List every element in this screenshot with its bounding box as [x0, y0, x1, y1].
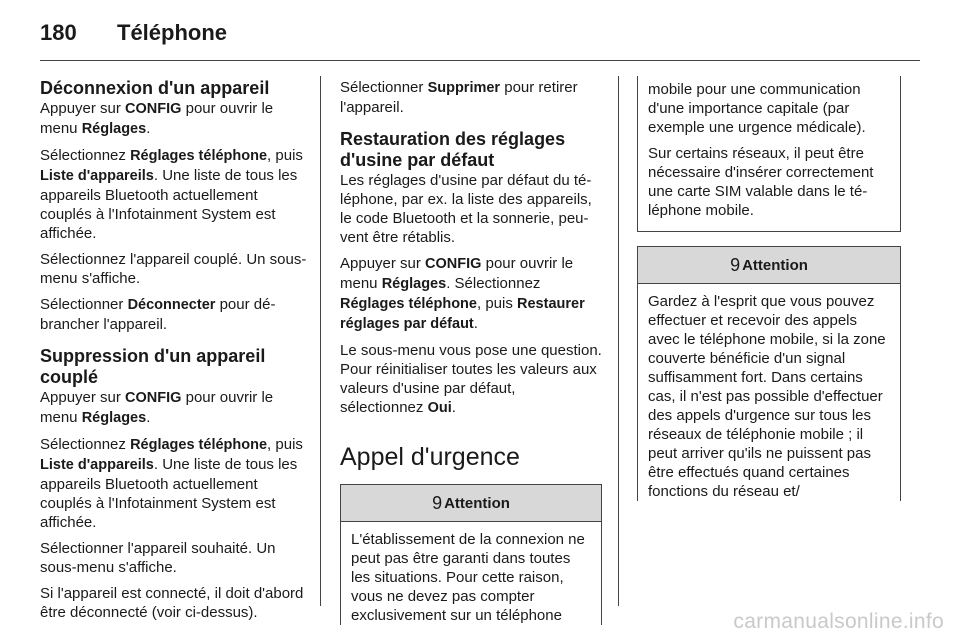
paragraph: Les réglages d'usine par défaut du téléphone, par ex. la liste des appareils, le code Bluetooth et la sonnerie, peuvent être rétablis. — [340, 172, 592, 246]
heading-factory-reset: Restauration des réglages d'usine par défaut — [340, 129, 566, 170]
paragraph: Appuyer sur CONFIG pour ouvrir le menu Réglages. — [40, 389, 274, 426]
header-rule — [40, 60, 920, 61]
column-1 — [40, 78, 308, 622]
heading-delete-paired-device: Suppression d'un appareil couplé — [40, 346, 266, 387]
warning-triangle-icon: 9 — [730, 255, 741, 275]
paragraph: Sélectionnez l'appareil couplé. Un sous-menu s'affiche. — [40, 251, 307, 287]
paragraph: Sélectionner Supprimer pour retirer l'appareil. — [340, 79, 578, 116]
menu-command: Réglages téléphone — [130, 148, 268, 164]
paragraph: Appuyer sur CONFIG pour ouvrir le menu Réglages. Sélectionnez Réglages téléphone, puis Restaurer réglages par défaut. — [340, 255, 585, 332]
menu-command: CONFIG — [125, 101, 182, 117]
attention-text: Gardez à l'esprit que vous pouvez effectuer et recevoir des appels avec le téléphone mobile, si la zone couverte bénéficie d'un signal suffisamment fort. Dans certains cas, il n'est pas possible d'effectuer des appels d'urgence sur tous les réseaux de téléphonie mobile ; il peut arriver qu'ils ne puissent pas être effectués quand certaines fonctions du réseau et/ — [648, 293, 886, 500]
column-2 — [340, 78, 602, 625]
chapter-title: Téléphone — [117, 20, 228, 45]
menu-command: CONFIG — [425, 256, 482, 272]
paragraph: Le sous-menu vous pose une question. Pour réinitialiser toutes les valeurs aux valeurs d'usine par défaut, sélectionnez Oui. — [340, 342, 602, 416]
attention-body — [341, 522, 601, 625]
heading-emergency-call: Appel d'urgence — [340, 443, 520, 471]
column-divider-1 — [320, 76, 321, 606]
menu-command: Déconnecter — [127, 297, 216, 313]
menu-command: Restaurer réglages par défaut — [340, 296, 585, 332]
paragraph: Sélectionner Déconnecter pour débrancher l'appareil. — [40, 296, 276, 333]
paragraph: Sélectionnez Réglages téléphone, puis Liste d'appareils. Une liste de tous les appareils Bluetooth actuellement couplés à l'Infotainment System est affichée. — [40, 436, 303, 531]
menu-command: Réglages — [381, 276, 447, 292]
menu-command: Réglages téléphone — [130, 437, 268, 453]
attention-text: L'établissement de la connexion ne peut pas être garanti dans toutes les situations. Pour cette raison, vous ne devez pas compter exclusivement sur un téléphone — [351, 531, 585, 624]
attention-body — [638, 284, 900, 501]
attention-text: mobile pour une communication d'une importance capitale (par exemple une urgence médicale). — [648, 81, 866, 136]
paragraph: Si l'appareil est connecté, il doit d'abord être déconnecté (voir ci-dessus). — [40, 585, 304, 621]
menu-command: CONFIG — [125, 390, 182, 406]
attention-title: Attention — [742, 256, 808, 274]
attention-text: Sur certains réseaux, il peut être nécessaire d'insérer correctement une carte SIM valable dans le téléphone mobile. — [648, 145, 874, 219]
paragraph: Appuyer sur CONFIG pour ouvrir le menu Réglages. — [40, 100, 274, 137]
attention-title: Attention — [444, 494, 510, 512]
watermark: carmanualsonline.info — [733, 610, 944, 633]
attention-header — [638, 246, 900, 284]
menu-command: Réglages téléphone — [340, 296, 477, 312]
attention-box-continued — [637, 76, 901, 232]
attention-header — [341, 484, 601, 522]
paragraph: Sélectionnez Réglages téléphone, puis Liste d'appareils. Une liste de tous les appareils Bluetooth actuellement couplés à l'Infotainment System est affichée. — [40, 147, 303, 242]
heading-disconnect-device: Déconnexion d'un appareil — [40, 78, 270, 98]
attention-box — [340, 484, 602, 625]
menu-command: Réglages — [81, 121, 147, 137]
column-divider-2 — [618, 76, 619, 606]
column-3 — [637, 76, 901, 501]
menu-command: Réglages — [81, 410, 147, 426]
menu-command: Liste d'appareils — [40, 168, 154, 184]
paragraph: Sélectionner l'appareil souhaité. Un sous-menu s'affiche. — [40, 540, 276, 576]
menu-command: Oui — [427, 400, 452, 416]
menu-command: Liste d'appareils — [40, 457, 154, 473]
page-number: 180 — [40, 20, 77, 45]
page-header — [40, 20, 920, 56]
warning-triangle-icon: 9 — [432, 493, 443, 513]
menu-command: Supprimer — [427, 80, 501, 96]
attention-box — [637, 246, 901, 501]
